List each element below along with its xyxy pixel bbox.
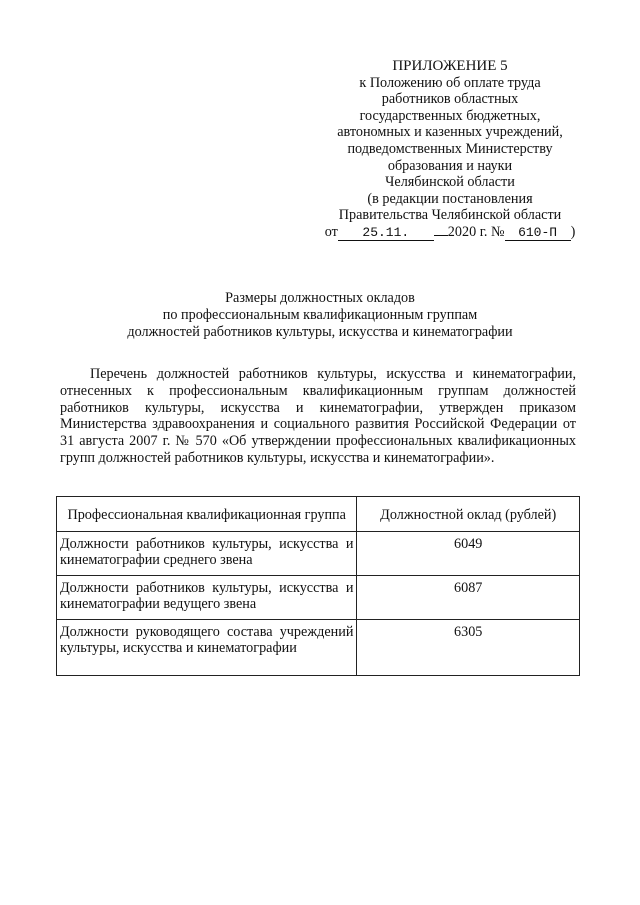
appendix-line: работников областных bbox=[381, 91, 519, 108]
appendix-line: к Положению об оплате труда bbox=[359, 74, 541, 91]
appendix-line: подведомственных Министерству bbox=[347, 140, 553, 157]
header-group: Профессиональная квалификационная группа bbox=[57, 497, 357, 532]
table-header-row bbox=[57, 497, 580, 532]
table-row bbox=[57, 576, 580, 620]
group-cell: Должности работников культуры, искусства и кинематографии ведущего звена bbox=[57, 576, 357, 620]
date-blank bbox=[338, 225, 434, 241]
title-line: Размеры должностных окладов bbox=[225, 290, 415, 306]
date-prefix: от bbox=[324, 223, 338, 240]
year-text: 2020 г. № bbox=[447, 223, 505, 240]
appendix-block bbox=[300, 58, 600, 241]
salary-cell: 6049 bbox=[357, 532, 580, 576]
appendix-line: Челябинской области bbox=[385, 174, 515, 191]
handwritten-date: 25.11. bbox=[362, 224, 410, 240]
appendix-line: государственных бюджетных, bbox=[359, 107, 541, 124]
appendix-line: (в редакции постановления bbox=[367, 190, 533, 207]
group-cell: Должности работников культуры, искусства и кинематографии среднего звена bbox=[57, 532, 357, 576]
title-line: должностей работников культуры, искусства и кинематографии bbox=[127, 324, 513, 340]
appendix-date-line bbox=[300, 224, 600, 241]
appendix-line: Правительства Челябинской области bbox=[338, 207, 562, 224]
table-row bbox=[57, 532, 580, 576]
date-underline bbox=[434, 235, 448, 236]
title-line: по профессиональным квалификационным группам bbox=[162, 307, 478, 323]
header-salary: Должностной оклад (рублей) bbox=[357, 497, 580, 532]
document-title bbox=[60, 290, 580, 341]
intro-paragraph: Перечень должностей работников культуры, искусства и кинематографии, отнесенных к профессиональным квалификационным группам должностей работников культуры, искусства и кинематографии, утвержден приказом Министерства здравоохранения и социального развития Российской Федерации от 31 августа 2007 г. № 570 «Об утверждении профессиональных квалификационных групп должностей работников культуры, искусства и кинематографии». bbox=[60, 366, 576, 466]
appendix-heading: ПРИЛОЖЕНИЕ 5 bbox=[392, 58, 508, 74]
salary-table bbox=[56, 496, 580, 676]
closing-paren: ) bbox=[570, 223, 576, 240]
appendix-line: автономных и казенных учреждений, bbox=[337, 124, 563, 141]
appendix-line: образования и науки bbox=[387, 157, 513, 174]
group-cell: Должности руководящего состава учреждений культуры, искусства и кинематографии bbox=[57, 620, 357, 676]
salary-cell: 6087 bbox=[357, 576, 580, 620]
table-row bbox=[57, 620, 580, 676]
salary-cell: 6305 bbox=[357, 620, 580, 676]
handwritten-number: 610-П bbox=[518, 224, 558, 240]
number-blank bbox=[505, 225, 571, 241]
